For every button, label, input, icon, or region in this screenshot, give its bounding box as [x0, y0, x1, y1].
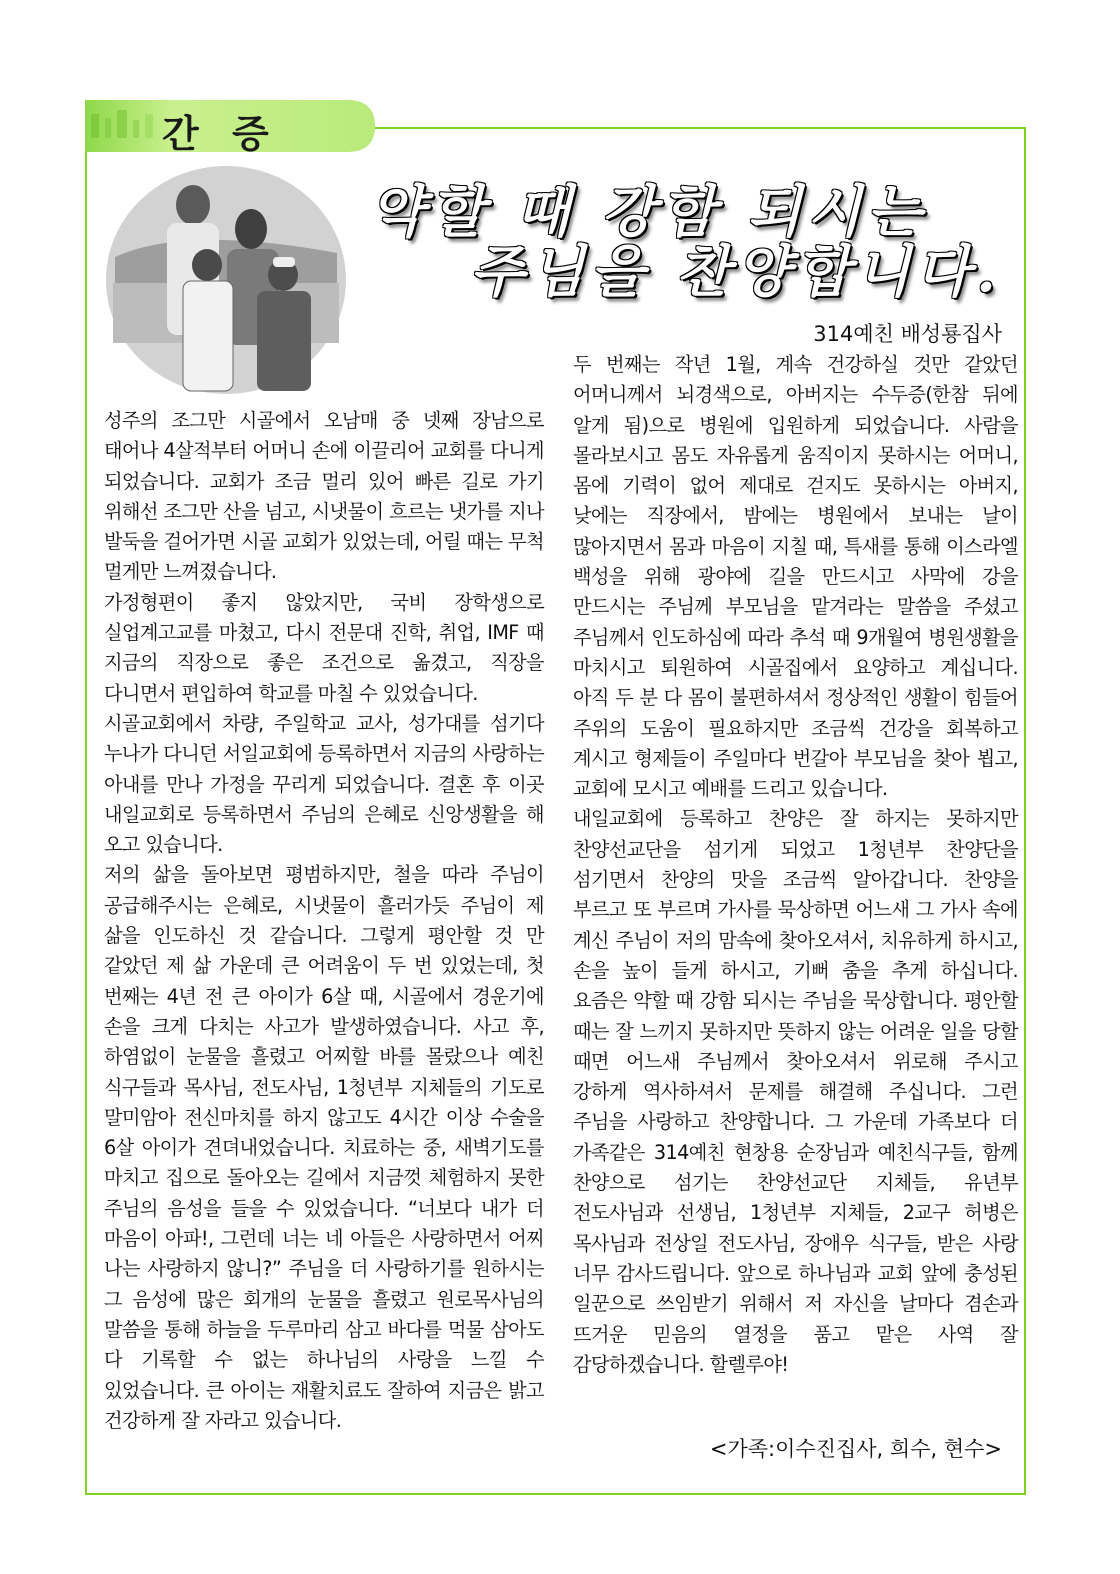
paragraph: 저의 삶을 돌아보면 평범하지만, 철을 따라 주님이 공급해주시는 은혜로, 시냇물이 흘러가듯 주님이 제 삶을 인도하신 것 같습니다. 그렇게 평안할 것 만 같았던 제 삶 가운데 큰 어려움이 두 번 있었는데, 첫 번째는 4년 전 큰 아이가 6살 때, 시골에서 경운기에 손을 크게 다치는 사고가 발생하였습니다. 사고 후, 하염없이 눈물을 흘렸고 어찌할 바를 몰랐으나 예친 식구들과 목사님, 전도사님, 1청년부 지체들의 기도로 말미암아 전신마치를 하지 않고도 4시간 이상 수술을 6살 아이가 견뎌내었습니다. 치료하는 중, 새벽기도를 마치고 집으로 돌아오는 길에서 지금껏 체험하지 못한 주님의 음성을 들을 수 있었습니다. “너보다 내가 더 마음이 아파!, 그런데 너는 네 아들은 사랑하면서 어찌 나는 사랑하지 않니?” 주님을 더 사랑하기를 원하시는 그 음성에 많은 회개의 눈물을 흘렸고 원로목사님의 말씀을 통해 하늘을 두루마리 삼고 바다를 먹물 삼아도 다 기록할 수 없는 하나님의 사랑을 느낄 수 있었습니다. 큰 아이는 재활치료도 잘하여 지금은 밝고 건강하게 잘 자라고 있습니다.	[104, 863, 545, 1432]
headline-line-2: 주님을 찬양합니다.	[470, 239, 1002, 305]
right-column	[573, 350, 1018, 1380]
paragraph: 두 번째는 작년 1월, 계속 건강하실 것만 같았던 어머니께서 뇌경색으로, 아버지는 수두증(한참 뒤에 알게 됨)으로 병원에 입원하게 되었습니다. 사람을 몰라보시고 몸도 자유롭게 움직이지 못하시는 어머니, 몸에 기력이 없어 제대로 걷지도 못하시는 아버지, 낮에는 직장에서, 밤에는 병원에서 보내는 날이 많아지면서 몸과 마음이 지칠 때, 특새를 통해 이스라엘 백성을 위해 광야에 길을 만드시고 사막에 강을 만드시는 주님께 부모님을 맡겨라는 말씀을 주셨고 주님께서 인도하심에 따라 추석 때 9개월여 병원생활을 마치시고 퇴원하여 시골집에서 요양하고 계십니다. 아직 두 분 다 몸이 불편하셔서 정상적인 생활이 힘들어 주위의 도움이 필요하지만 조금씩 건강을 회복하고 계시고 형제들이 주일마다 번갈아 부모님을 찾아 뵙고, 교회에 모시고 예배를 드리고 있습니다.	[573, 353, 1018, 801]
paragraph: 가정형편이 좋지 않았지만, 국비 장학생으로 실업계고교를 마쳤고, 다시 전문대 진학, 취업, IMF 때 지금의 직장으로 좋은 조건으로 옮겼고, 직장을 다니면서 편입하여 학교를 마칠 수 있었습니다.	[104, 590, 544, 705]
author-byline: 314예친 배성룡집사	[813, 322, 1002, 346]
family-note: <가족:이수진집사, 희수, 현수>	[709, 1437, 1002, 1461]
headline-line-1: 약할 때 강함 되시는	[370, 179, 928, 245]
paragraph: 시골교회에서 차량, 주일학교 교사, 성가대를 섬기다 누나가 다니던 서일교회에 등록하면서 지금의 사랑하는 아내를 만나 가정을 꾸리게 되었습니다. 결혼 후 이곳 내일교회로 등록하면서 주님의 은혜로 신앙생활을 해 오고 있습니다.	[104, 711, 545, 857]
left-column	[104, 406, 544, 1436]
paragraph: 내일교회에 등록하고 찬양은 잘 하지는 못하지만 찬양선교단을 섬기게 되었고 1청년부 찬양단을 섬기면서 찬양의 맛을 조금씩 알아갑니다. 찬양을 부르고 또 부르며 가사를 묵상하면 어느새 그 가사 속에 계신 주님이 저의 맘속에 찾아오셔서, 치유하게 하시고, 손을 높이 들게 하시고, 기뻐 춤을 추게 하십니다. 요즘은 약할 때 강함 되시는 주님을 묵상합니다. 평안할 때는 잘 느끼지 못하지만 뜻하지 않는 어려운 일을 당할 때면 어느새 주님께서 찾아오셔서 위로해 주시고 강하게 역사하셔서 문제를 해결해 주십니다. 그런 주님을 사랑하고 찬양합니다. 그 가운데 가족보다 더 가족같은 314예친 현창용 순장님과 예친식구들, 함께 찬양으로 섬기는 찬양선교단 지체들, 유년부 전도사님과 선생님, 1청년부 지체들, 2교구 허병은 목사님과 전상일 전도사님, 장애우 식구들, 받은 사랑 너무 감사드립니다. 앞으로 하나님과 교회 앞에 충성된 일꾼으로 쓰임받기 위해서 저 자신을 날마다 겸손과 뜨거운 믿음의 열정을 품고 맡은 사역 잘 감당하겠습니다. 할렐루야!	[573, 807, 1018, 1376]
paragraph: 성주의 조그만 시골에서 오남매 중 넷째 장남으로 태어나 4살적부터 어머니 손에 이끌리어 교회를 다니게 되었습니다. 교회가 조금 멀리 있어 빠른 길로 가기 위해선 조그만 산을 넘고, 시냇물이 흐르는 냇가를 지나 발둑을 걸어가면 시골 교회가 있었는데, 어릴 때는 무척 멀게만 느껴졌습니다.	[104, 409, 544, 584]
family-photo	[105, 165, 347, 395]
section-title: 간 증	[162, 112, 279, 156]
